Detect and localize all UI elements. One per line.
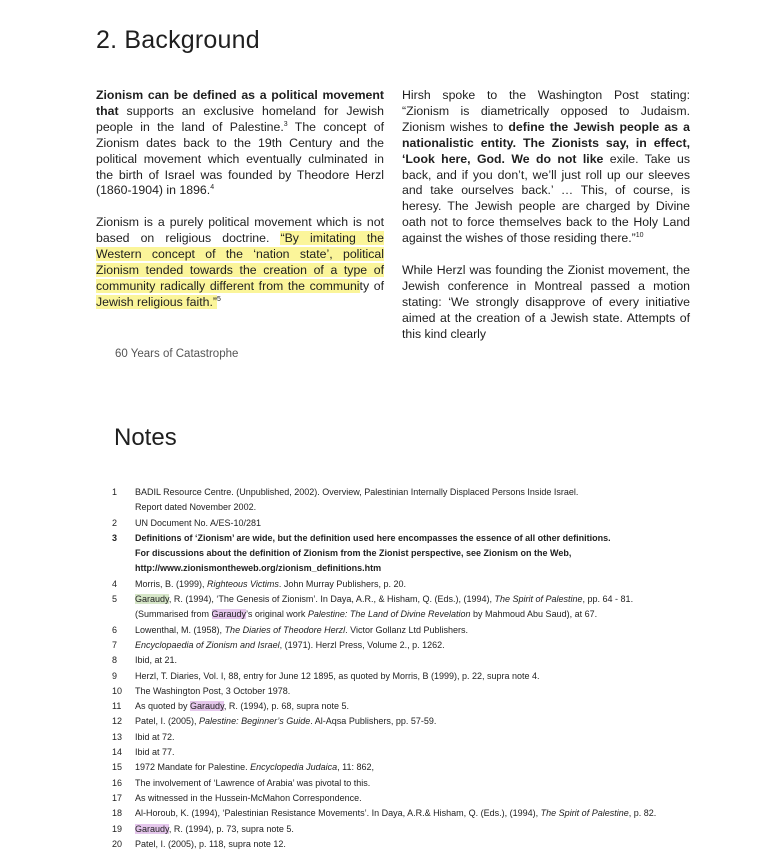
note-number: 18 (112, 808, 123, 819)
note-text: The Washington Post, 3 October 1978. (135, 685, 291, 696)
footnote-ref-4[interactable]: 4 (210, 184, 215, 192)
note-text: , R. (1994), p. 68, supra note 5. (223, 701, 349, 712)
note-number: 11 (112, 701, 122, 712)
text: The concept of Zionism dates back to the 19th Century and the political movement which eventually culminated in the birth of Israel was founded by Theodore Herzl (1860-1904) in 1896. (96, 119, 384, 198)
note-text: . Victor Gollanz Ltd Publishers. (345, 624, 469, 635)
note-item (112, 822, 752, 837)
paragraph-hirsh-quote (402, 88, 690, 247)
note-item (112, 745, 752, 760)
note-text: , (1971). Herzl Press, Volume 2., p. 1262. (279, 639, 445, 650)
page-footer-title: 60 Years of Catastrophe (115, 348, 239, 360)
note-number: 16 (112, 777, 123, 788)
note-item (112, 669, 752, 684)
note-item (112, 485, 752, 516)
note-number: 3 (112, 532, 118, 543)
note-item (112, 638, 752, 653)
note-number: 10 (112, 685, 123, 696)
note-text: Morris, B. (1999), (135, 578, 208, 589)
note-number: 12 (112, 716, 123, 727)
note-title: Righteous Victims (207, 578, 279, 589)
note-text: ’s original work (246, 609, 308, 620)
text: exile. Take us back, and if you don’t, we’ll just roll up our sleeves and take ourselves back.’ … This, of course, is heresy. The Jewish people are charged by Divine oath not to force themselves back to the Holy Land against the wishes of those residing there.” (402, 151, 690, 246)
text: ty of (359, 278, 384, 293)
note-item (112, 806, 752, 821)
paragraph-montreal: While Herzl was founding the Zionist movement, the Jewish conference in Montreal passed a motion stating: ‘We strongly disapprove of every initiative aimed at the creation of a Jewish state. Attempts of this kind clearly (402, 263, 690, 341)
text: supports an exclusive homeland for Jewish people in the land of Palestine. (96, 103, 384, 134)
notes-list (112, 485, 752, 849)
note-text: . Al-Aqsa Publishers, pp. 57-59. (310, 716, 437, 727)
bold-quote: define the Jewish people as a nationalistic entity. The Zionists say, in effect, ‘Look here, God. We do not like (402, 119, 690, 166)
note-text: As witnessed in the Hussein-McMahon Correspondence. (135, 792, 362, 803)
highlighted-name: Garaudy (211, 609, 247, 620)
note-number: 17 (112, 792, 123, 803)
note-title: Palestine: Beginner’s Guide (199, 716, 311, 727)
note-text: by Mahmoud Abu Saud), at 67. (470, 609, 598, 620)
highlighted-name: Garaudy (135, 823, 169, 834)
note-number: 8 (112, 655, 118, 666)
note-text: As quoted by (135, 701, 191, 712)
note-item (112, 592, 752, 623)
note-title: The Diaries of Theodore Herzl (224, 624, 346, 635)
left-column (96, 88, 384, 309)
note-title: Palestine: The Land of Divine Revelation (307, 609, 471, 620)
note-number: 4 (112, 578, 118, 589)
note-number: 13 (112, 731, 123, 742)
note-text: (Summarised from (135, 609, 212, 620)
note-number: 2 (112, 517, 118, 528)
note-text: Definitions of ‘Zionism’ are wide, but the definition used here encompasses the essence of all other definitions. (135, 532, 611, 543)
note-text: Patel, I. (2005), p. 118, supra note 12. (135, 838, 286, 849)
note-number: 7 (112, 639, 118, 650)
note-text: Lowenthal, M. (1958), (135, 624, 225, 635)
note-item (112, 699, 752, 714)
note-item (112, 516, 752, 531)
note-title: Encyclopedia Judaica (250, 762, 338, 773)
note-text: For discussions about the definition of Zionism from the Zionist perspective, see Zionism on the Web, (135, 548, 572, 559)
note-number: 6 (112, 624, 118, 635)
note-text: Herzl, T. Diaries, Vol. I, 88, entry for June 12 1895, as quoted by Morris, B (1999), p. 22, supra note 4. (135, 670, 540, 681)
note-text: Ibid, at 21. (135, 655, 178, 666)
highlighted-quote: “By imitating the Western concept of the ‘nation state’, political Zionism tended towards the creation of a type of community radically different from the communi (96, 231, 384, 293)
note-number: 1 (112, 487, 118, 497)
note-text: , p. 82. (628, 808, 657, 819)
note-text: BADIL Resource Centre. (Unpublished, 2002). Overview, Palestinian Internally Displaced Persons Inside Israel. (135, 487, 579, 497)
note-text: , R. (1994), p. 73, supra note 5. (168, 823, 294, 834)
paragraph-definition (96, 88, 384, 199)
note-text: Al-Horoub, K. (1994), ‘Palestinian Resistance Movements’. In Daya, A.R.& Hisham, Q. (Eds.), (1994), (135, 808, 541, 819)
note-text: 1972 Mandate for Palestine. (135, 762, 251, 773)
note-text: . John Murray Publishers, p. 20. (278, 578, 406, 589)
highlighted-name: Garaudy (135, 594, 169, 605)
note-number: 19 (112, 823, 123, 834)
note-text: , R. (1994), ‘The Genesis of Zionism’. In Daya, A.R., & Hisham, Q. (Eds.), (1994), (168, 594, 495, 605)
note-item (112, 684, 752, 699)
note-item (112, 730, 752, 745)
note-number: 9 (112, 670, 118, 681)
section-heading: 2. Background (96, 26, 260, 54)
footnote-ref-10[interactable]: 10 (635, 232, 644, 240)
note-item (112, 776, 752, 791)
note-item (112, 714, 752, 729)
note-link[interactable]: http://www.zionismontheweb.org/zionism_definitions.htm (135, 563, 382, 574)
note-text: Report dated November 2002. (135, 502, 257, 513)
note-item (112, 837, 752, 852)
note-number: 20 (112, 838, 123, 849)
note-item (112, 653, 752, 668)
text: Zionism is a purely political movement which is not based on religious doctrine. (96, 215, 384, 246)
notes-heading: Notes (114, 424, 177, 451)
bold-lead: Zionism can be defined as a political movement that (96, 88, 384, 118)
highlighted-quote-end: Jewish religious faith.” (96, 294, 217, 309)
footnote-ref-3[interactable]: 3 (283, 120, 288, 128)
note-number: 15 (112, 762, 123, 773)
highlighted-name: Garaudy (190, 701, 224, 712)
note-text: UN Document No. A/ES-10/281 (135, 517, 262, 528)
note-title: Encyclopaedia of Zionism and Israel (135, 639, 280, 650)
note-item (112, 577, 752, 592)
right-column (402, 88, 690, 341)
text: Hirsh spoke to the Washington Post stating: “Zionism is diametrically opposed to Judaism. Zionism wishes to (402, 88, 690, 134)
note-item (112, 531, 752, 577)
note-text: , pp. 64 - 81. (582, 594, 634, 605)
paragraph-political (96, 215, 384, 310)
note-title: The Spirit of Palestine (494, 594, 583, 605)
note-text: Ibid at 77. (135, 747, 175, 758)
note-title: The Spirit of Palestine (540, 808, 629, 819)
note-item (112, 623, 752, 638)
note-text: , 11: 862, (337, 762, 375, 773)
note-number: 14 (112, 747, 123, 758)
note-text: Patel, I. (2005), (135, 716, 200, 727)
note-item (112, 760, 752, 775)
footnote-ref-5[interactable]: 5 (216, 295, 221, 303)
note-item (112, 791, 752, 806)
note-text: The involvement of ‘Lawrence of Arabia’ was pivotal to this. (135, 777, 371, 788)
note-text: Ibid at 72. (135, 731, 175, 742)
note-number: 5 (112, 594, 118, 605)
